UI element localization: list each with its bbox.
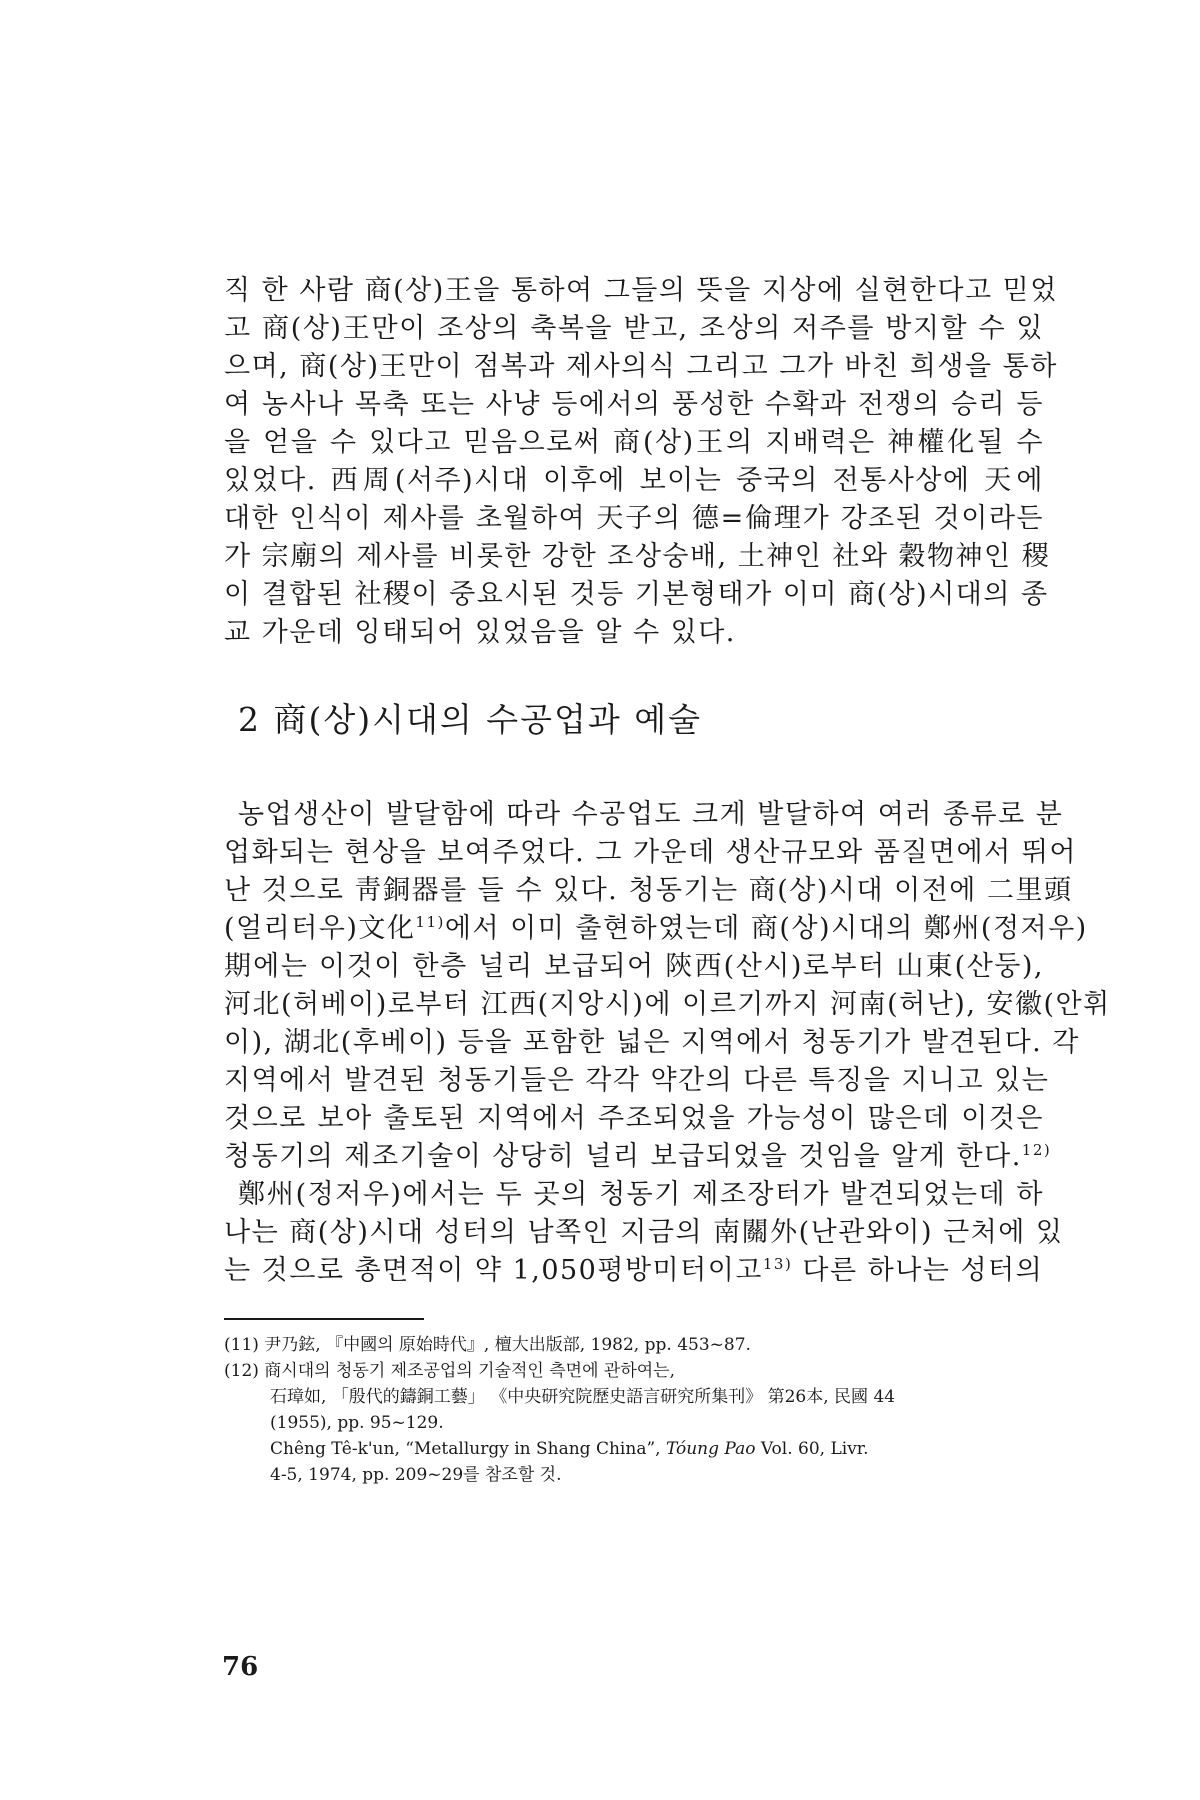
footnote-separator xyxy=(224,1318,424,1320)
text-line: 대한 인식이 제사를 초월하여 天子의 德=倫理가 강조된 것이라든 xyxy=(224,503,1044,534)
page-body xyxy=(224,272,1111,1488)
footnotes xyxy=(224,1332,1044,1488)
line-text: 업화되는 현상을 보여주었다. 그 가운데 생산규모와 품질면에서 뛰어 xyxy=(224,837,1077,868)
line-text: 지역에서 발견된 청동기들은 각각 약간의 다른 특징을 지니고 있는 xyxy=(224,1065,1050,1096)
footnote-12-reference-2-pages: 4-5, 1974, pp. 209~29를 참조할 것. xyxy=(270,1465,562,1485)
footnote-reference: 11) xyxy=(415,913,445,931)
page-number: 76 xyxy=(222,1652,259,1682)
footnote-reference: 12) xyxy=(1021,1141,1052,1159)
text-line xyxy=(224,872,1073,910)
paragraph-handicraft xyxy=(224,796,1111,1176)
text-line: 있었다. 西周(서주)시대 이후에 보이는 중국의 전통사상에 天에 xyxy=(224,465,1044,496)
footnote-12-reference-2-journal: Tóung Pao xyxy=(665,1439,756,1459)
line-text: 것으로 보아 출토된 지역에서 주조되었을 가능성이 많은데 이것은 xyxy=(224,1103,1044,1134)
text-line xyxy=(224,1176,1044,1214)
text-line xyxy=(224,1062,1050,1100)
text-line xyxy=(224,986,1111,1024)
line-text: 期에는 이것이 한층 널리 보급되어 陝西(산시)로부터 山東(산둥), xyxy=(224,951,1044,982)
line-text: 鄭州(정저우)에서는 두 곳의 청동기 제조장터가 발견되었는데 하 xyxy=(238,1179,1044,1210)
footnote-12-reference-2 xyxy=(224,1436,1044,1462)
text-line xyxy=(224,834,1077,872)
text-line: 고 商(상)王만이 조상의 축복을 받고, 조상의 저주를 방지할 수 있 xyxy=(224,313,1044,344)
text-line: 여 농사나 목축 또는 사냥 등에서의 풍성한 수확과 전쟁의 승리 등 xyxy=(224,389,1044,420)
line-text: 나는 商(상)시대 성터의 남쪽인 지금의 南關外(난관와이) 근처에 있 xyxy=(224,1217,1064,1248)
paragraph-zhengzhou xyxy=(224,1176,1064,1290)
line-text: (얼리터우)文化 xyxy=(224,913,416,944)
text-line: 을 얻을 수 있다고 믿음으로써 商(상)王의 지배력은 神權化될 수 xyxy=(224,427,1044,458)
text-line: 직 한 사람 商(상)王을 통하여 그들의 뜻을 지상에 실현한다고 믿었 xyxy=(224,275,1058,306)
footnote-12-reference-1: 石璋如, 「殷代的鑄銅工藝」 《中央研究院歷史語言研究所集刊》 第26本, 民國 44 xyxy=(270,1387,896,1407)
footnote-11: (11) 尹乃鉉, 『中國의 原始時代』, 檀大出版部, 1982, pp. 453~87. xyxy=(224,1335,751,1355)
line-text-continued: 다른 하나는 성터의 xyxy=(792,1255,1044,1286)
text-line: 가 宗廟의 제사를 비롯한 강한 조상숭배, 土神인 社와 穀物神인 稷 xyxy=(224,541,1051,572)
text-line xyxy=(224,1138,1052,1176)
text-line xyxy=(224,1214,1064,1252)
text-line xyxy=(224,1252,1044,1290)
section-heading: 2 商(상)시대의 수공업과 예술 xyxy=(238,700,702,739)
text-line xyxy=(224,1100,1044,1138)
line-text: 난 것으로 靑銅器를 들 수 있다. 청동기는 商(상)시대 이전에 二里頭 xyxy=(224,875,1073,906)
footnote-12-intro: (12) 商시대의 청동기 제조공업의 기술적인 측면에 관하여는, xyxy=(224,1361,676,1381)
line-text: 이), 湖北(후베이) 등을 포함한 넓은 지역에서 청동기가 발견된다. 각 xyxy=(224,1027,1080,1058)
text-line xyxy=(224,796,1064,834)
footnote-12-reference-2-volume: Vol. 60, Livr. xyxy=(755,1439,869,1459)
line-text: 河北(허베이)로부터 江西(지앙시)에 이르기까지 河南(허난), 安徽(안휘 xyxy=(224,989,1111,1020)
line-text-continued: 에서 이미 출현하였는데 商(상)시대의 鄭州(정저우) xyxy=(444,913,1088,944)
text-line xyxy=(224,910,1088,948)
line-text: 는 것으로 총면적이 약 1,050평방미터이고 xyxy=(224,1255,763,1286)
text-line: 교 가운데 잉태되어 있었음을 알 수 있다. xyxy=(224,617,736,648)
line-text: 청동기의 제조기술이 상당히 널리 보급되었을 것임을 알게 한다. xyxy=(224,1141,1022,1172)
paragraph-religion xyxy=(224,272,1058,652)
text-line: 으며, 商(상)王만이 점복과 제사의식 그리고 그가 바친 희생을 통하 xyxy=(224,351,1058,382)
footnote-12-reference-2-author: Chêng Tê-k'un, “Metallurgy in Shang China”, xyxy=(270,1439,666,1459)
footnote-reference: 13) xyxy=(762,1255,793,1273)
text-line xyxy=(224,1024,1080,1062)
text-line: 이 결합된 社稷이 중요시된 것등 기본형태가 이미 商(상)시대의 종 xyxy=(224,579,1049,610)
text-line xyxy=(224,948,1044,986)
line-text: 농업생산이 발달함에 따라 수공업도 크게 발달하여 여러 종류로 분 xyxy=(238,799,1064,830)
footnote-12-reference-1-pages: (1955), pp. 95~129. xyxy=(270,1413,444,1433)
